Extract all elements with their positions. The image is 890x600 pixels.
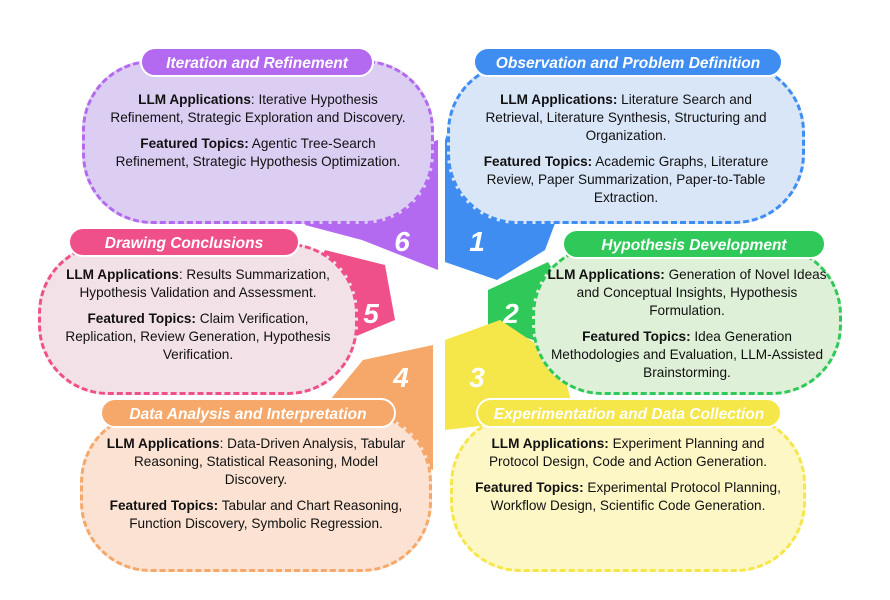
step-number-4: 4 bbox=[393, 362, 409, 393]
featured-topics-text: Featured Topics: Experimental Protocol Planning, Workflow Design, Scientific Code Generation. bbox=[475, 480, 781, 513]
llm-applications-text: LLM Applications: Data-Driven Analysis, Tabular Reasoning, Statistical Reasoning, Model Discovery. bbox=[106, 436, 406, 487]
panel-observation-problem-definition bbox=[447, 62, 805, 224]
phase-title-observation-problem-definition: Observation and Problem Definition bbox=[473, 47, 783, 77]
panel-data-analysis-interpretation bbox=[80, 412, 432, 572]
phase-title-iteration-refinement: Iteration and Refinement bbox=[140, 47, 374, 77]
step-number-5: 5 bbox=[363, 298, 379, 329]
featured-topics-text: Featured Topics: Idea Generation Methodologies and Evaluation, LLM-Assisted Brainstorming. bbox=[550, 329, 824, 380]
llm-applications-text: LLM Applications: Experiment Planning and Protocol Design, Code and Action Generation. bbox=[488, 436, 768, 469]
featured-topics-text: Featured Topics: Agentic Tree-Search Refinement, Strategic Hypothesis Optimization. bbox=[115, 136, 401, 169]
featured-topics-text: Featured Topics: Academic Graphs, Literature Review, Paper Summarization, Paper-to-Table Extraction. bbox=[483, 154, 769, 205]
step-number-2: 2 bbox=[503, 298, 519, 329]
step-number-1: 1 bbox=[469, 226, 485, 257]
featured-topics-text: Featured Topics: Tabular and Chart Reasoning, Function Discovery, Symbolic Regression. bbox=[109, 498, 403, 531]
llm-applications-text: LLM Applications: Generation of Novel Ideas and Conceptual Insights, Hypothesis Formulation. bbox=[547, 267, 827, 318]
phase-title-hypothesis-development: Hypothesis Development bbox=[562, 229, 826, 259]
step-number-3: 3 bbox=[469, 362, 485, 393]
featured-topics-text: Featured Topics: Claim Verification, Replication, Review Generation, Hypothesis Verification. bbox=[65, 311, 331, 362]
phase-title-data-analysis-interpretation: Data Analysis and Interpretation bbox=[100, 398, 396, 428]
llm-applications-text: LLM Applications: Results Summarization, Hypothesis Validation and Assessment. bbox=[66, 267, 330, 300]
panel-hypothesis-development bbox=[532, 245, 842, 395]
llm-applications-text: LLM Applications: Iterative Hypothesis Refinement, Strategic Exploration and Discovery. bbox=[110, 92, 406, 125]
phase-title-experimentation-data-collection: Experimentation and Data Collection bbox=[476, 398, 782, 428]
panel-iteration-refinement bbox=[82, 60, 434, 224]
llm-applications-text: LLM Applications: Literature Search and Retrieval, Literature Synthesis, Structuring and Organization. bbox=[485, 92, 767, 143]
panel-experimentation-data-collection bbox=[450, 414, 806, 572]
panel-drawing-conclusions bbox=[38, 243, 358, 395]
step-number-6: 6 bbox=[394, 226, 410, 257]
phase-title-drawing-conclusions: Drawing Conclusions bbox=[68, 227, 300, 257]
